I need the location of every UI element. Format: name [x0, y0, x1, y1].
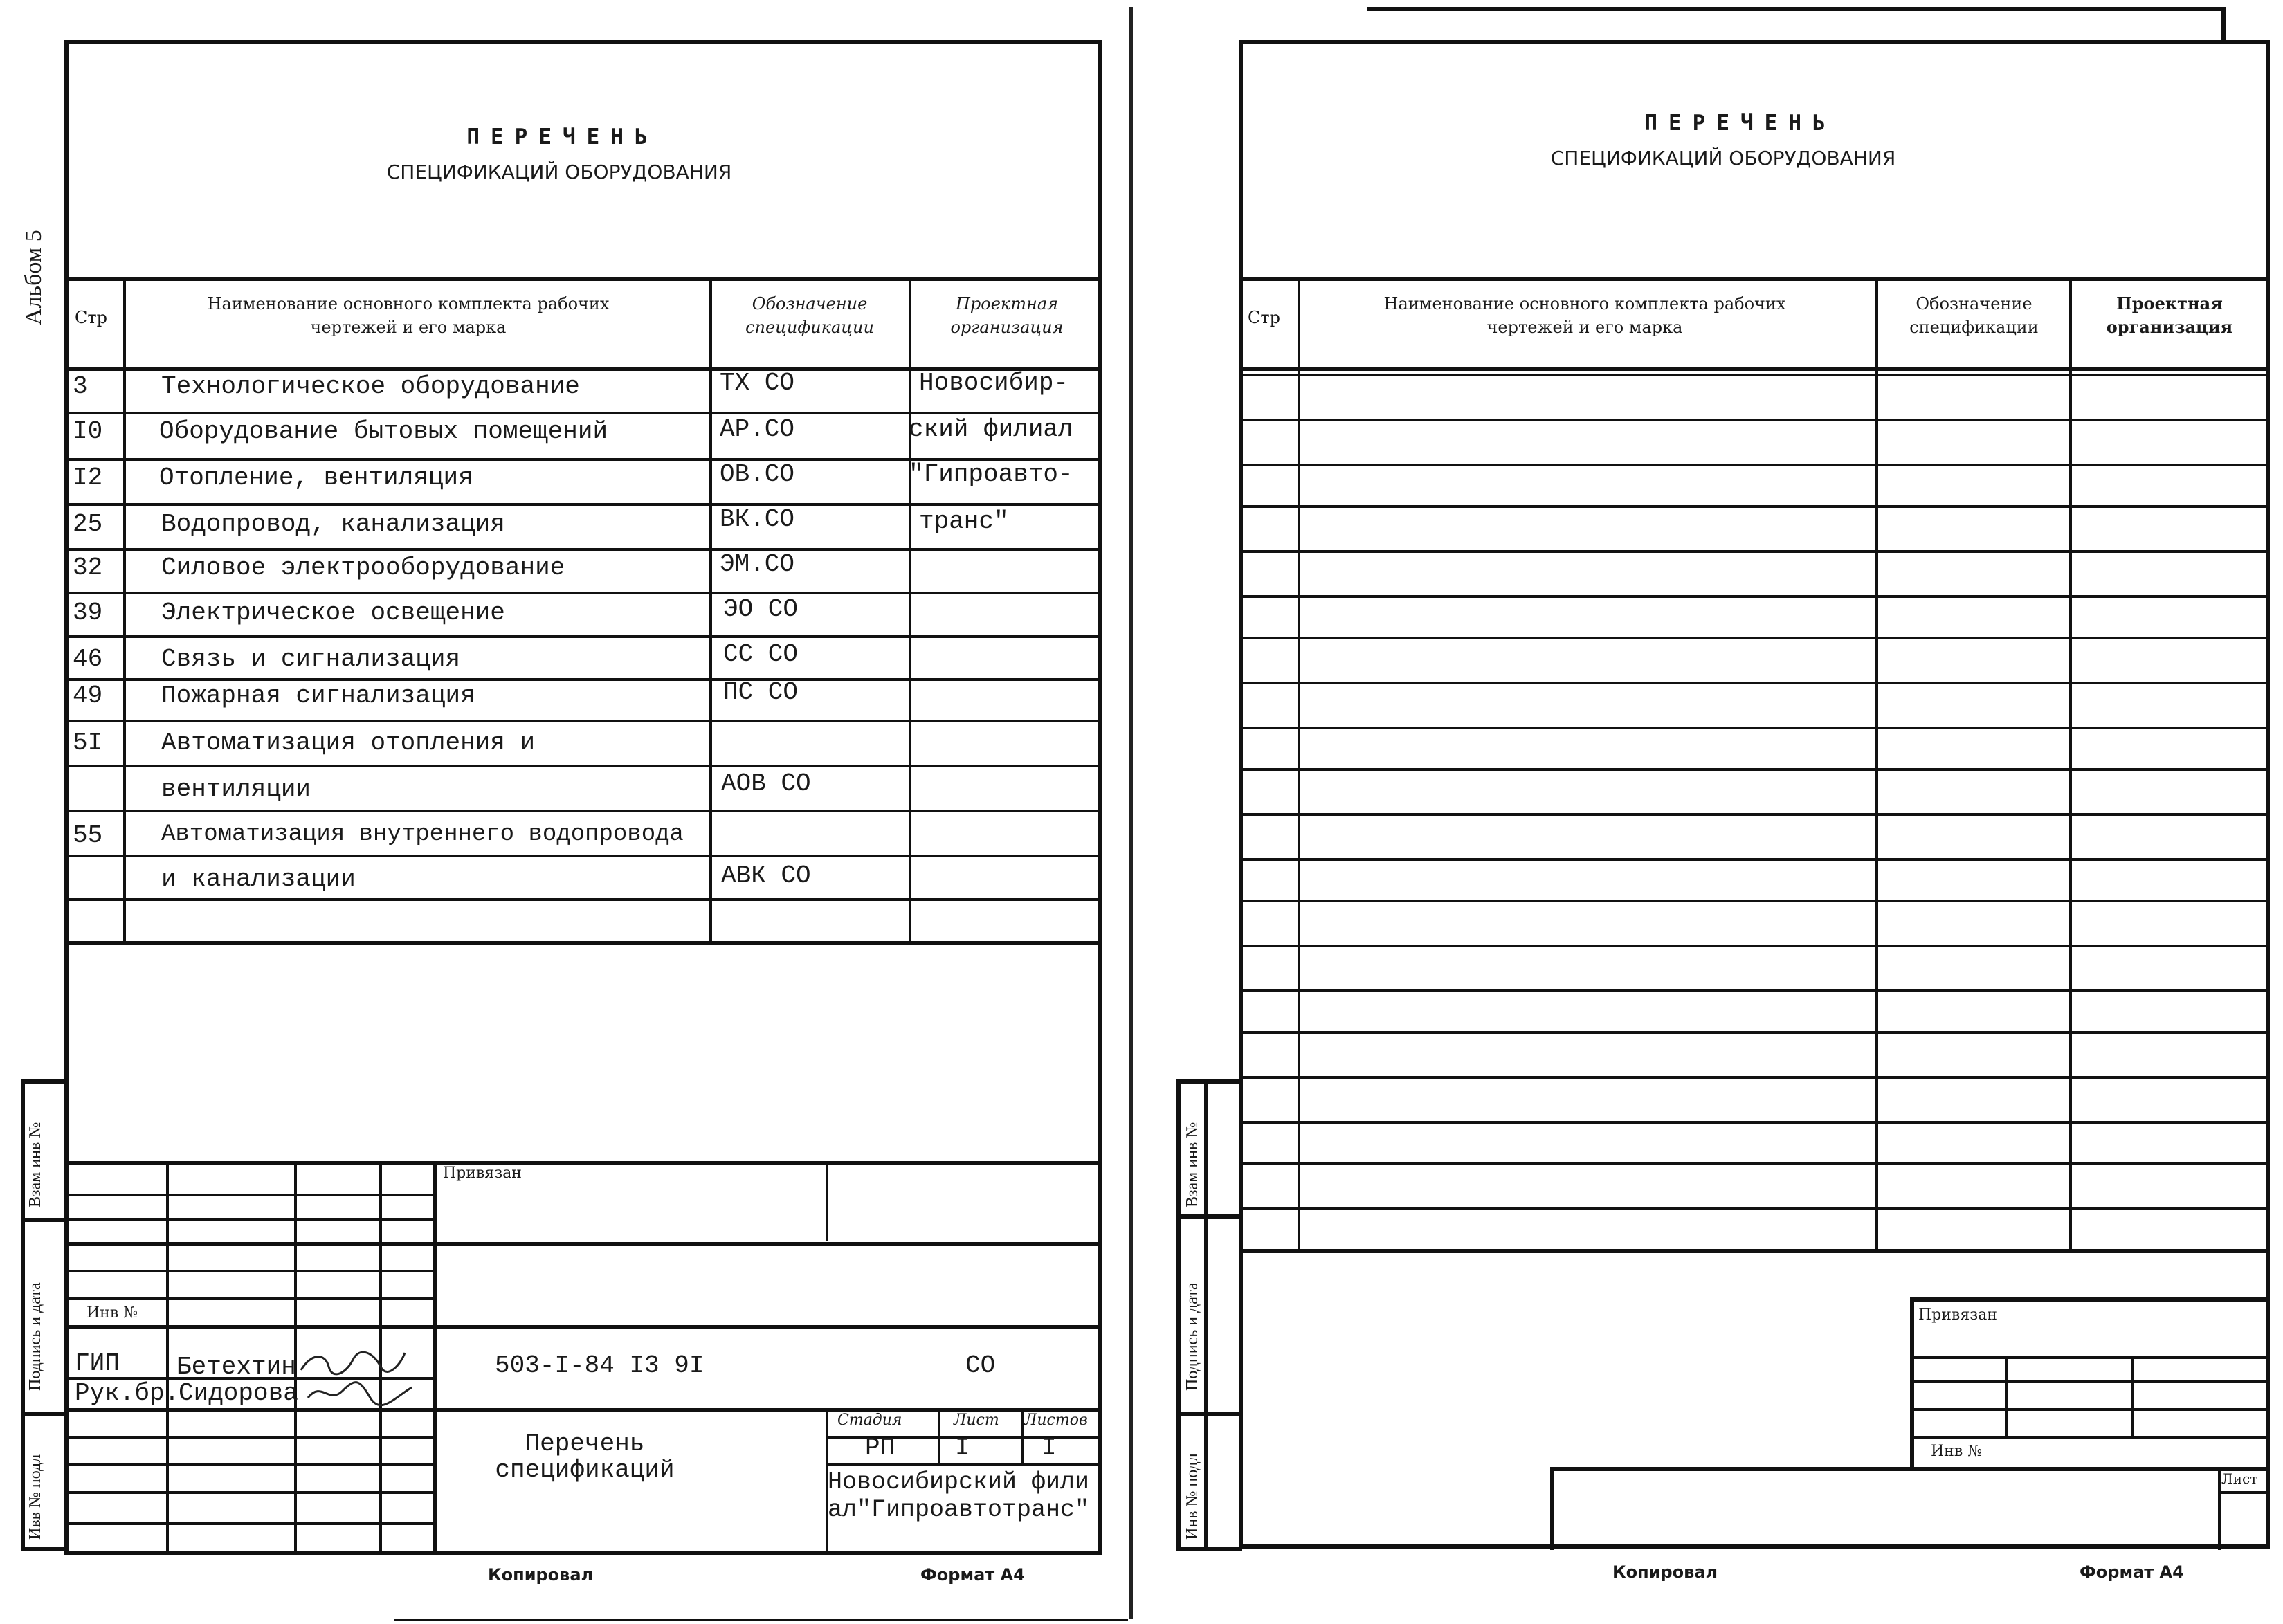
row-page: 25	[73, 510, 103, 538]
row-designation: ЭМ.СО	[720, 550, 795, 578]
right-footer-format: Формат А4	[2080, 1562, 2184, 1582]
right-header-designation: Обозначение спецификации	[1909, 294, 2039, 337]
stamp-ruk-name: Сидорова	[179, 1379, 298, 1407]
row-organization: "Гипроавто-	[909, 460, 1073, 489]
stamp-privyazan: Привязан	[443, 1165, 522, 1182]
row-page: 5I	[73, 729, 103, 757]
stamp-gip-name: Бетехтин	[176, 1353, 296, 1381]
stamp-list-label: Лист	[954, 1412, 999, 1429]
right-side-label-podpis-data: Подпись и дата	[1183, 1282, 1201, 1391]
row-name: Технологическое оборудование	[161, 372, 580, 401]
row-designation: ТХ СО	[720, 369, 795, 397]
bottom-edge-line	[394, 1619, 1128, 1621]
row-name: Автоматизация отопления и	[161, 729, 536, 757]
row-page: 49	[73, 682, 103, 710]
right-side-label-inv-podl: Инв № подл	[1183, 1453, 1201, 1540]
row-organization: транс"	[919, 507, 1009, 536]
left-footer-copied: Копировал	[488, 1565, 594, 1585]
left-header-organization: Проектная организация	[950, 294, 1064, 337]
row-designation: СС СО	[723, 640, 799, 668]
stamp-stadia: РП	[865, 1434, 895, 1462]
stamp-doc-code: 503-I-84 I3 9I	[495, 1351, 704, 1380]
row-page: 3	[73, 372, 88, 401]
stamp-stadia-label: Стадия	[837, 1412, 902, 1429]
stamp-listov-label: Листов	[1024, 1412, 1088, 1429]
row-organization: Новосибир-	[919, 369, 1069, 397]
row-name: и канализации	[161, 865, 356, 893]
row-page: 46	[73, 645, 103, 673]
row-designation: ПС СО	[723, 678, 799, 706]
left-header-name: Наименование основного комплекта рабочих чертежей и его марка	[207, 294, 610, 337]
side-label-podpis-data: Подпись и дата	[26, 1282, 44, 1391]
row-name: вентиляции	[161, 775, 311, 803]
signature-gip	[298, 1346, 408, 1380]
right-footer-copied: Копировал	[1612, 1562, 1718, 1582]
row-designation: ОВ.СО	[720, 460, 795, 489]
right-header-page: Стр	[1248, 308, 1281, 327]
stamp-ruk-role: Рук.бр.	[75, 1379, 180, 1407]
right-title-line2: СПЕЦИФИКАЦИЙ ОБОРУДОВАНИЯ	[1550, 147, 1896, 170]
left-header-page: Стр	[75, 308, 108, 327]
album-label: Альбом 5	[21, 230, 46, 325]
row-page: 55	[73, 821, 103, 850]
right-stamp-list-label: Лист	[2221, 1470, 2258, 1487]
row-page: I2	[73, 464, 103, 492]
row-name: Силовое электрооборудование	[161, 554, 565, 582]
row-page: 32	[73, 554, 103, 582]
stamp-listov: I	[1042, 1434, 1057, 1462]
left-header-designation: Обозначение спецификации	[745, 294, 874, 337]
row-name: Оборудование бытовых помещений	[159, 417, 608, 446]
row-name: Автоматизация внутреннего водопровода	[161, 821, 684, 848]
row-designation: АОВ СО	[721, 769, 811, 798]
row-name: Отопление, вентиляция	[159, 464, 473, 492]
row-designation: ЭО СО	[723, 595, 799, 623]
row-name: Связь и сигнализация	[161, 645, 461, 673]
right-side-label-vzam-inv: Взам инв №	[1183, 1122, 1201, 1207]
right-title-line1: ПЕРЕЧЕНЬ	[1644, 111, 1837, 136]
row-name: Пожарная сигнализация	[161, 682, 475, 710]
row-designation: АР.СО	[720, 415, 795, 444]
right-header-name: Наименование основного комплекта рабочих чертежей и его марка	[1383, 294, 1786, 337]
signature-ruk	[304, 1377, 415, 1408]
side-label-inv-podl: Ивв № подл	[26, 1454, 44, 1540]
stamp-organization: Новосибирский филиал"Гипроавтотранс"	[828, 1468, 1090, 1524]
right-stamp-privyazan: Привязан	[1918, 1306, 1997, 1324]
stamp-gip-role: ГИП	[75, 1349, 120, 1378]
stamp-inv-no: Инв №	[87, 1304, 138, 1322]
row-designation: АВК СО	[721, 861, 811, 890]
right-header-organization: Проектная организация	[2106, 293, 2233, 337]
page-divider	[1129, 7, 1133, 1619]
row-name: Водопровод, канализация	[161, 510, 505, 538]
row-page: 39	[73, 599, 103, 627]
right-frame	[1239, 40, 2270, 1549]
row-name: Электрическое освещение	[161, 599, 505, 627]
left-title-line2: СПЕЦИФИКАЦИЙ ОБОРУДОВАНИЯ	[386, 161, 732, 183]
stamp-doc-title: Перечень спецификаций	[495, 1430, 675, 1484]
row-page: I0	[73, 417, 103, 446]
right-stamp-inv-no: Инв №	[1931, 1443, 1983, 1460]
stamp-doc-mark: СО	[965, 1351, 996, 1380]
side-label-vzam-inv: Взам инв №	[26, 1122, 44, 1207]
left-title-line1: ПЕРЕЧЕНЬ	[466, 125, 659, 149]
left-footer-format: Формат А4	[920, 1565, 1025, 1585]
row-organization: ский филиал	[909, 415, 1073, 444]
row-designation: ВК.СО	[720, 505, 795, 533]
stamp-list: I	[955, 1434, 970, 1462]
